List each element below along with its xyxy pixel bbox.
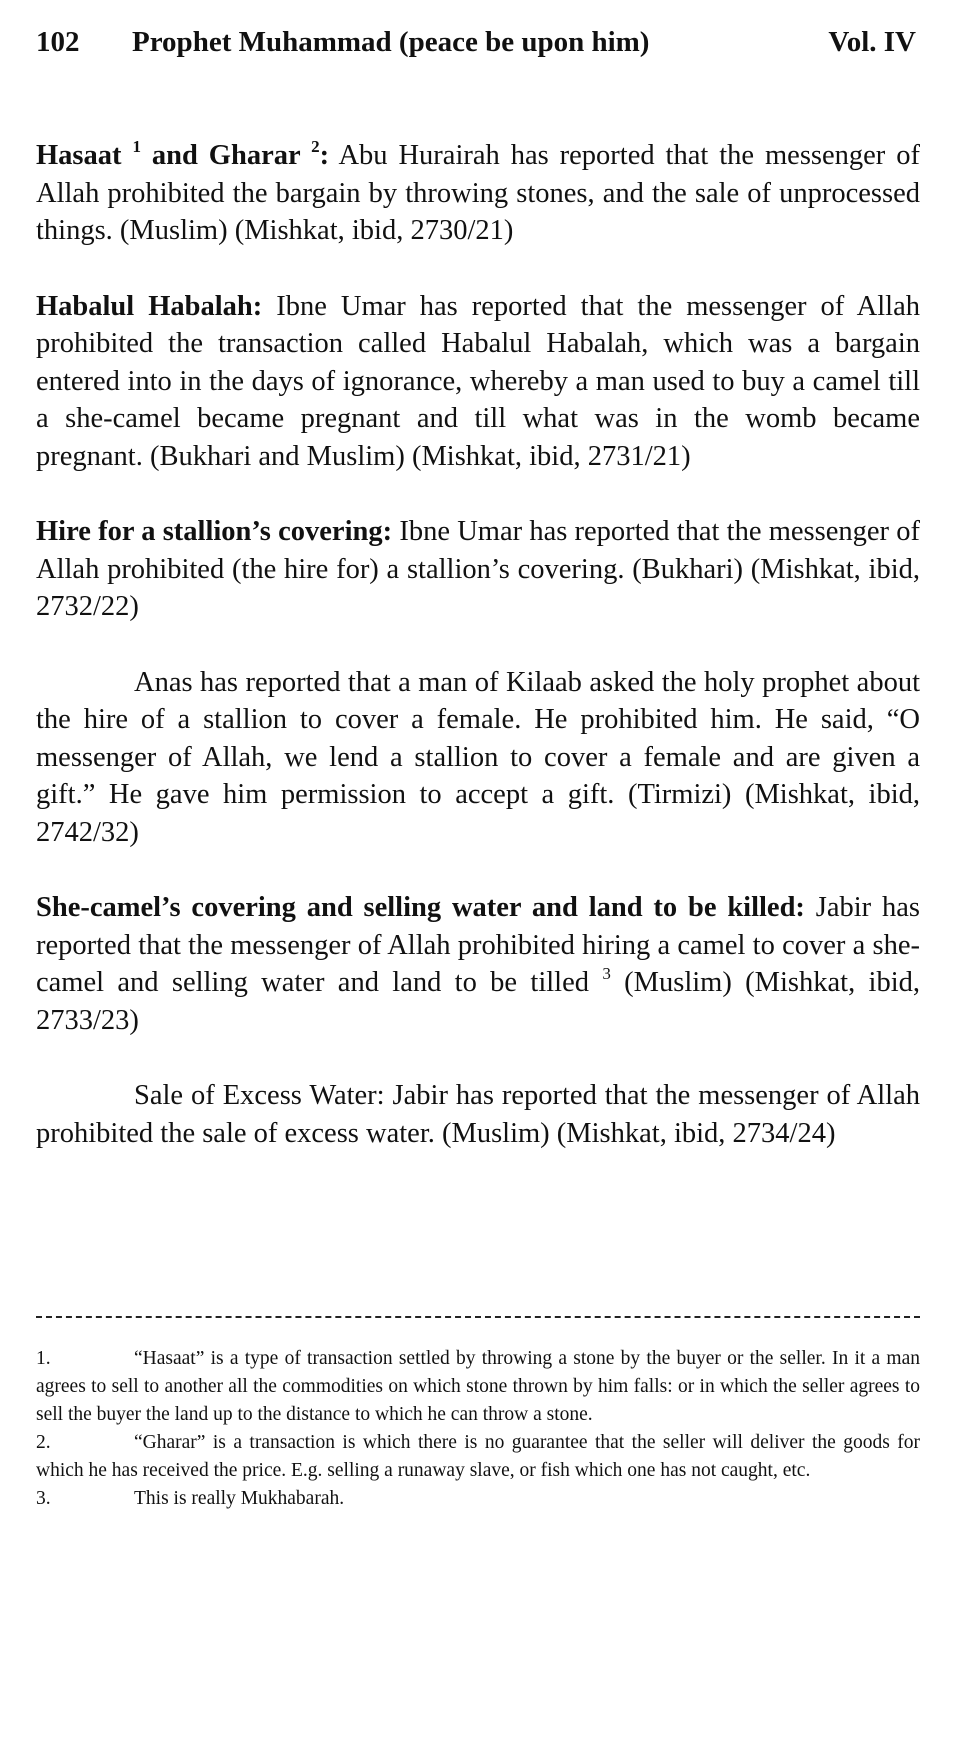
paragraph-excess-water bbox=[36, 1077, 920, 1152]
paragraph-text: Jabir has reported that the messenger of Allah prohibited hiring a camel to cover a she-camel and selling water and land to be tilled bbox=[36, 892, 920, 998]
book-title: Prophet Muhammad (peace be upon him) bbox=[132, 26, 650, 58]
paragraph-text: Ibne Umar has reported that the messenger of Allah prohibited (the hire for) a stallion’s covering. (Bukhari) (Mishkat, ibid, 2732/22) bbox=[36, 516, 920, 622]
paragraph-habalul-habalah bbox=[36, 288, 920, 476]
paragraph-stallion-hire bbox=[36, 513, 920, 626]
footnote-1 bbox=[36, 1345, 920, 1429]
volume-label: Vol. IV bbox=[828, 26, 916, 58]
heading-text: and Gharar bbox=[140, 140, 301, 171]
paragraph-text: Anas has reported that a man of Kilaab asked the holy prophet about the hire of a stallion to cover a female. He prohibited him. He said, “O messenger of Allah, we lend a stallion to cover a female and are given a gift.” He gave him permission to accept a gift. (Tirmizi) (Mishkat, ibid, 2742/32) bbox=[36, 666, 920, 848]
footnote-text: “Hasaat” is a type of transaction settled by throwing a stone by the buyer or the seller. In it a man agrees to sell to another all the commodities on which stone thrown by him falls: or in which the seller agrees to sell the buyer the land up to the distance to which he can throw a stone. bbox=[36, 1348, 920, 1425]
heading-text: Hasaat bbox=[36, 140, 122, 171]
paragraph-she-camel bbox=[36, 889, 920, 1039]
footnote-ref-3: 3 bbox=[602, 964, 611, 983]
footnote-number: 1. bbox=[36, 1348, 51, 1369]
footnote-ref-2: 2 bbox=[311, 137, 320, 156]
heading-she-camel: She-camel’s covering and selling water and land to be killed: bbox=[36, 892, 805, 923]
footnote-2 bbox=[36, 1429, 920, 1485]
footnote-text: “Gharar” is a transaction is which there is no guarantee that the seller will deliver the goods for which he has received the price. E.g. selling a runaway slave, or fish which one has not caught, etc. bbox=[36, 1432, 920, 1481]
footnote-ref-1: 1 bbox=[132, 137, 141, 156]
footnote-number: 2. bbox=[36, 1432, 51, 1453]
main-text bbox=[36, 137, 920, 1190]
page-number: 102 bbox=[36, 26, 80, 58]
paragraph-text: Sale of Excess Water: Jabir has reported that the messenger of Allah prohibited the sale of excess water. (Muslim) (Mishkat, ibid, 2734/24) bbox=[36, 1080, 920, 1149]
paragraph-text: Abu Hurairah has reported that the messenger of Allah prohibited the bargain by throwing stones, and the sale of unprocessed things. (Muslim) (Mishkat, ibid, 2730/21) bbox=[36, 140, 920, 246]
heading-stallion-hire: Hire for a stallion’s covering: bbox=[36, 516, 393, 547]
paragraph-hasaat-gharar bbox=[36, 137, 920, 250]
running-header bbox=[36, 26, 924, 66]
footnote-divider bbox=[36, 1316, 920, 1318]
footnote-3 bbox=[36, 1485, 920, 1513]
footnote-text: This is really Mukhabarah. bbox=[134, 1488, 345, 1509]
heading-hasaat bbox=[36, 137, 330, 171]
paragraph-anas-report bbox=[36, 664, 920, 852]
footnote-number: 3. bbox=[36, 1488, 51, 1509]
heading-habalul-habalah: Habalul Habalah: bbox=[36, 290, 263, 322]
paragraph-text: (Muslim) (Mishkat, ibid, 2733/23) bbox=[36, 967, 921, 1036]
paragraph-text: Ibne Umar has reported that the messenger of Allah prohibited the transaction called Habalul Habalah, which was a bargain entered into in the days of ignorance, whereby a man used to buy a camel till a she-camel became pregnant and till what was in the womb became pregnant. (Bukhari and Muslim) (Mishkat, ibid, 2731/21) bbox=[36, 290, 920, 472]
footnotes bbox=[36, 1345, 920, 1513]
heading-text: : bbox=[319, 140, 330, 171]
